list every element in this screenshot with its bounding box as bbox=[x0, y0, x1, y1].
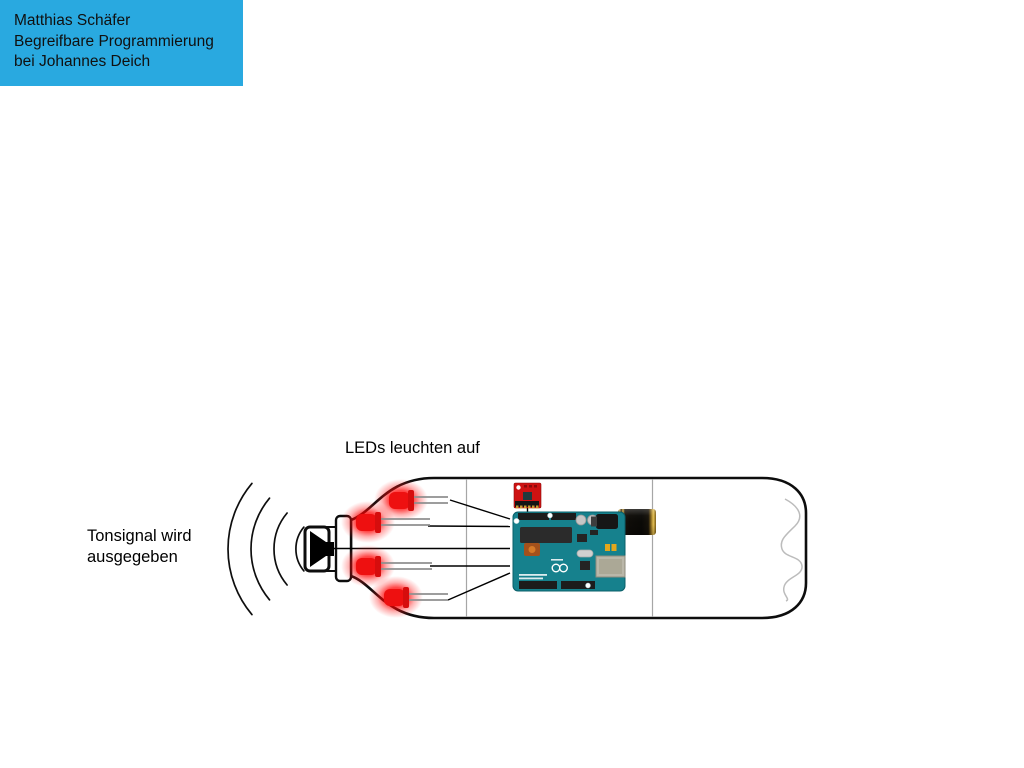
title-line-2: Begreifbare Programmierung bbox=[14, 32, 214, 50]
led-body bbox=[356, 558, 377, 575]
led-body bbox=[384, 589, 405, 606]
sound-wave-arc-1 bbox=[296, 527, 304, 571]
pin-header-bottom-left bbox=[519, 581, 557, 589]
breakout-mount-hole bbox=[516, 485, 520, 489]
small-ic-1 bbox=[577, 534, 587, 542]
led-flange bbox=[408, 490, 414, 511]
sound-waves bbox=[228, 483, 304, 614]
arduino-board bbox=[513, 512, 625, 591]
small-ic-2 bbox=[590, 530, 598, 535]
breakout-pad bbox=[534, 485, 537, 488]
small-ic-3 bbox=[580, 561, 590, 570]
title-line-3: bei Johannes Deich bbox=[14, 53, 151, 70]
label-sound-line-1: Tonsignal wird bbox=[87, 527, 192, 545]
led-flange bbox=[403, 587, 409, 608]
mount-hole-1 bbox=[514, 518, 519, 523]
breakout-pad bbox=[524, 485, 527, 488]
led-body bbox=[356, 514, 377, 531]
yellow-capacitor-1 bbox=[605, 544, 610, 551]
sound-wave-arc-2 bbox=[274, 513, 287, 585]
reset-button-knob bbox=[529, 546, 536, 553]
usb-port-inner bbox=[599, 559, 622, 574]
yellow-capacitor-2 bbox=[612, 544, 617, 551]
breakout-pin-header bbox=[515, 501, 539, 507]
capacitor-1 bbox=[576, 515, 586, 525]
mount-hole-2 bbox=[548, 513, 553, 518]
label-sound-line-2: ausgegeben bbox=[87, 548, 178, 566]
power-jack-face bbox=[591, 517, 597, 527]
atmega-chip bbox=[520, 527, 572, 543]
sound-wave-arc-4 bbox=[228, 483, 252, 614]
crystal-oscillator bbox=[577, 550, 593, 557]
led-body bbox=[389, 492, 410, 509]
led-flange bbox=[375, 512, 381, 533]
wire-led-2 bbox=[428, 526, 510, 527]
pin-header-top-right bbox=[551, 513, 576, 520]
power-jack bbox=[596, 514, 618, 529]
led-flange bbox=[375, 556, 381, 577]
title-line-1: Matthias Schäfer bbox=[14, 12, 131, 29]
mount-hole-3 bbox=[586, 583, 591, 588]
sound-wave-arc-3 bbox=[251, 498, 269, 600]
label-leds: LEDs leuchten auf bbox=[345, 439, 480, 457]
breakout-chip bbox=[523, 492, 532, 500]
pin-header-top-left bbox=[518, 513, 549, 520]
breakout-pad bbox=[529, 485, 532, 488]
